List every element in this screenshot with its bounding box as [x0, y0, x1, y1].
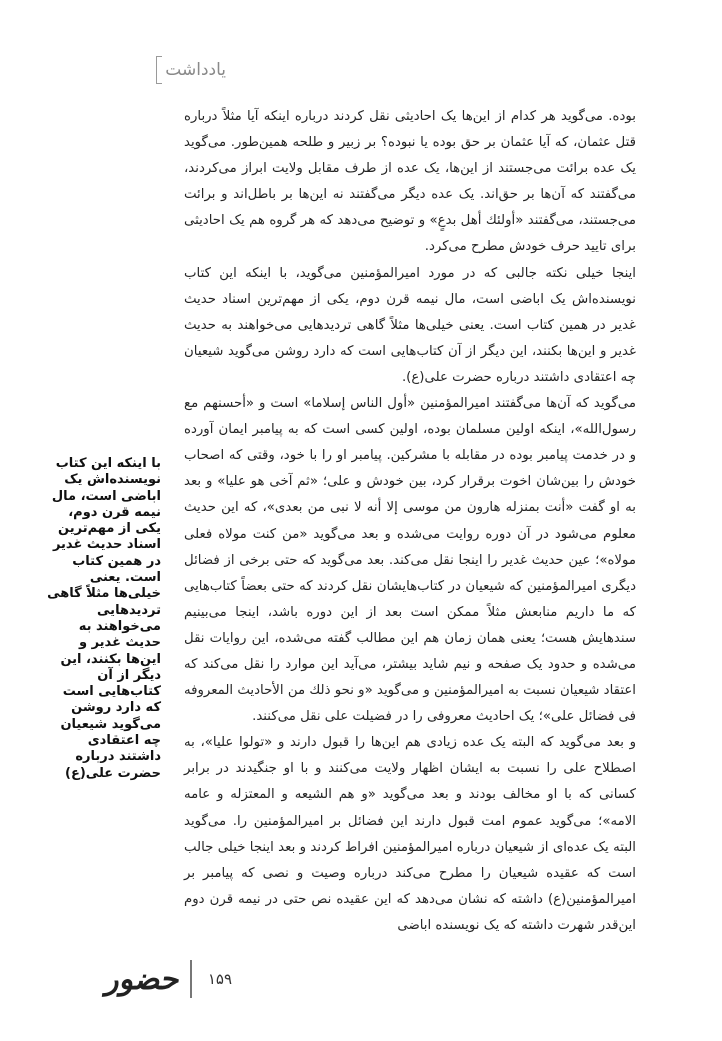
paragraph: اینجا خیلی نکته جالبی که در مورد امیرالمؤمنین می‌گوید، با اینکه این کتاب نویسنده‌اش یک اباضی است، مال نیمه قرن دوم، یکی از مهم‌ترین اسناد حدیث غدیر در همین کتاب است. یعنی خیلی‌ها مثلاً گاهی تردیدهایی می‌خواهند به حدیث غدیر و این‌ها بکنند، این دیگر از آن کتاب‌هایی است که دارد روشن می‌گوید شیعیان چه اعتقادی داشتند درباره حضرت علی(ع). [184, 265, 636, 385]
footer-divider [190, 960, 192, 998]
paragraph: و بعد می‌گوید که البته یک عده زیادی هم این‌ها را قبول دارند و «تولوا علیا»، به اصطلاح علی را نسبت به ایشان اظهار ولایت می‌کنند و با او جنگیدند در برابر کسانی که با او مخالف بودند و بعد می‌گوید «و هم الشیعه و المعتزله و عامه الامه»؛ می‌گوید عموم امت قبول دارند این فضائل بر امیرالمؤمنین را. می‌گوید البته یک عده‌ای از شیعیان درباره امیرالمؤمنین افراط کردند و بعد اینجا خیلی جالب است که عقیده شیعیان را مطرح می‌کند درباره وصیت و نصی که پیامبر بر امیرالمؤمنین(ع) داشته که نشان می‌دهد که این عقیده نص حتی در نیمه قرن دوم این‌قدر شهرت داشته که یک نویسنده اباضی [184, 735, 636, 933]
article-body [184, 104, 636, 939]
section-title: یادداشت [165, 60, 226, 80]
magazine-logo: حضور [103, 961, 183, 997]
page-number: ۱۵۹ [207, 970, 232, 988]
pull-quote: با اینکه این کتاب نویسنده‌اش یک اباضی است، مال نیمه قرن دوم، یکی از مهم‌ترین اسناد حدیث غدیر در همین کتاب است. یعنی خیلی‌ها مثلاً گاهی تردیدهایی می‌خواهند به حدیث غدیر و این‌ها بکنند، این دیگر از آن کتاب‌هایی است که دارد روشن می‌گوید شیعیان چه اعتقادی داشتند درباره حضرت علی(ع) [47, 456, 161, 781]
page-header [156, 56, 226, 84]
page-footer [103, 960, 232, 998]
header-bracket [156, 56, 162, 84]
paragraph: بوده. می‌گوید هر کدام از این‌ها یک احادیثی نقل کردند درباره اینکه آیا مثلاً درباره قتل عثمان، که آیا عثمان بر حق بوده یا نبوده؟ بر زبیر و طلحه همین‌طور. می‌گوید یک عده برائت می‌جستند از این‌ها، یک عده از طرف مقابل ولایت ابراز می‌کردند، می‌گفتند که آن‌ها بر حق‌اند. یک عده دیگر می‌گفتند نه این‌ها بر باطل‌اند و برائت می‌جستند، می‌گفتند «أولئك أهل بدعٍ» و توضیح می‌دهد که هر گروه هم یک احادیثی برای تایید حرف خودش مطرح می‌کرد. [184, 109, 636, 255]
paragraph: می‌گوید که آن‌ها می‌گفتند امیرالمؤمنین «أول الناس إسلاما» است و «أحسنهم مع رسول‌الله»، اینکه اولین مسلمان بوده، اولین کسی است که به پیامبر ایمان آورده و در خدمت پیامبر بوده در مقابله با مشرکین. پیامبر او را با خود، وقتی که اصحاب خودش را بین‌شان اخوت برقرار کرد، بین خودش و علی؛ «ثم آخی هو علیا» و بعد به او گفت «أنت بمنزله هارون من موسی إلا أنه لا نبی من بعدی»، که این حدیث معلوم می‌شود در آن دوره روایت می‌شده و بعد می‌گوید «من کنت مولاه فعلی مولاه»؛ عین حدیث غدیر را اینجا نقل می‌کند. بعد می‌گوید که حتی برخی از فضائل دیگری امیرالمؤمنین که شیعیان در کتاب‌هایشان نقل کردند که حتی بعضاً کتاب‌هایی که ما داریم منابعش مثلاً ممکن است بعد از این دوره باشد، اینجا می‌بینیم سندهایش هست؛ یعنی همان زمان هم این مطالب گفته می‌شده، این روایات نقل می‌شده و حدود یک صفحه و نیم شاید بیشتر، می‌آید این موارد را نقل می‌کند که اعتقاد شیعیان نسبت به امیرالمؤمنین و می‌گوید «و نحو ذلك من الأحادیث المعروفه فی فضائل علی»؛ یک احادیث معروفی را در فضیلت علی نقل می‌کنند. [184, 396, 636, 725]
